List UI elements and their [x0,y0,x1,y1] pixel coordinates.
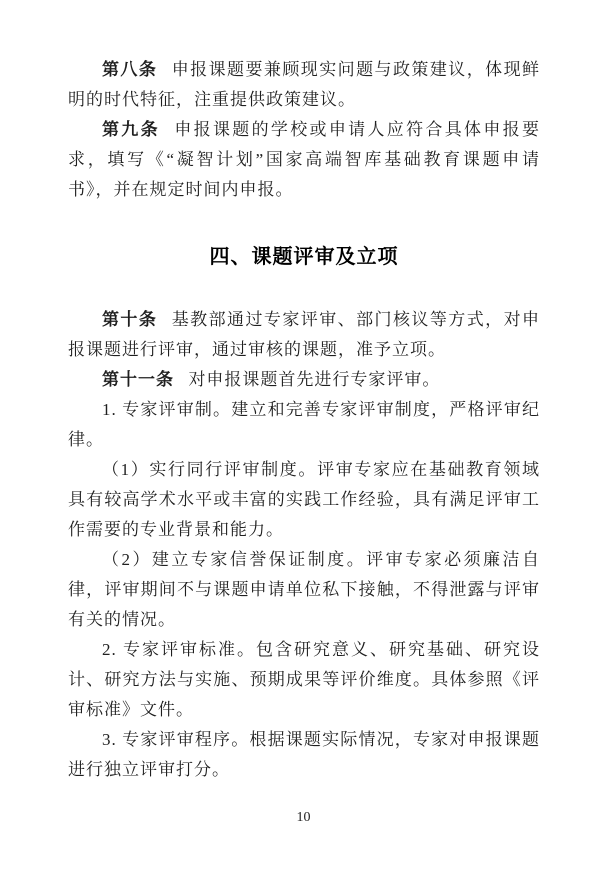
list-item-3 [68,725,540,785]
article-number-9: 第九条 [102,120,160,139]
sub-item-1 [68,455,540,545]
article-paragraph-8 [68,55,540,115]
article-number-10: 第十条 [102,310,158,329]
list-item-2 [68,635,540,725]
paragraph-text: （2）建立专家信誉保证制度。评审专家必须廉洁自律，评审期间不与课题申请单位私下接触，不得泄露与评审有关的情况。 [68,550,540,629]
article-paragraph-11 [68,365,540,395]
article-paragraph-9 [68,115,540,205]
article-number-11: 第十一条 [102,370,174,389]
article-paragraph-10 [68,305,540,365]
paragraph-text: 1. 专家评审制。建立和完善专家评审制度，严格评审纪律。 [68,400,540,449]
article-number-8: 第八条 [102,60,158,79]
paragraph-text: （1）实行同行评审制度。评审专家应在基础教育领域具有较高学术水平或丰富的实践工作经验，具有满足评审工作需要的专业背景和能力。 [68,460,540,539]
page-number: 10 [296,810,311,825]
list-item-1 [68,395,540,455]
sub-item-2 [68,545,540,635]
paragraph-text: 申报课题要兼顾现实问题与政策建议，体现鲜明的时代特征，注重提供政策建议。 [68,60,541,109]
document-body [68,55,540,785]
paragraph-text: 3. 专家评审程序。根据课题实际情况，专家对申报课题进行独立评审打分。 [68,730,540,779]
paragraph-text: 基教部通过专家评审、部门核议等方式，对申报课题进行评审，通过审核的课题，准予立项。 [68,310,541,359]
section-heading: 四、课题评审及立项 [209,246,399,268]
paragraph-text: 2. 专家评审标准。包含研究意义、研究基础、研究设计、研究方法与实施、预期成果等评价维度。具体参照《评审标准》文件。 [68,640,540,719]
paragraph-text: 对申报课题首先进行专家评审。 [188,370,441,389]
paragraph-text: 申报课题的学校或申请人应符合具体申报要求，填写《“凝智计划”国家高端智库基础教育课题申请书》，并在规定时间内申报。 [68,120,540,199]
